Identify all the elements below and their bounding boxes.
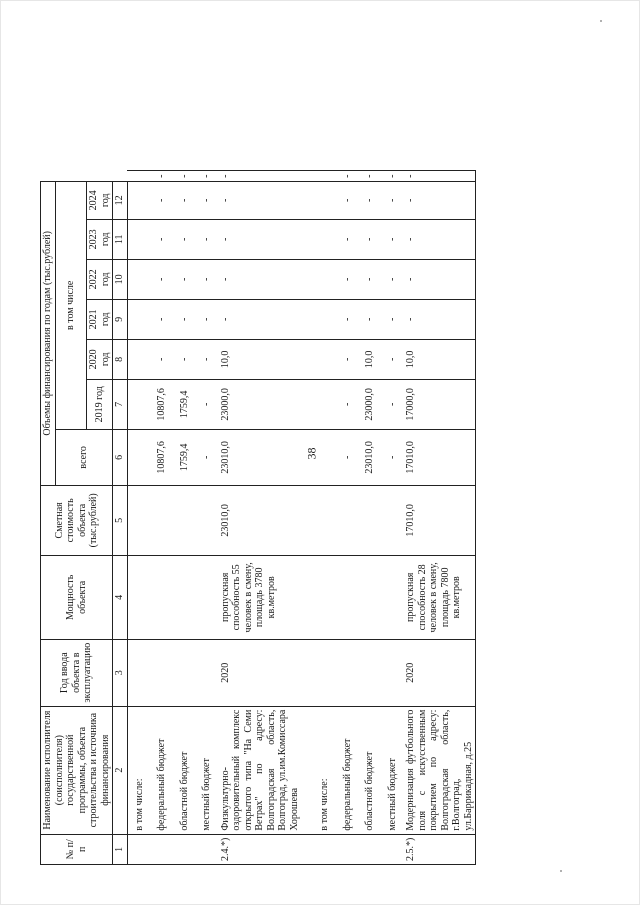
- row-value: -: [169, 339, 192, 379]
- row-value: -: [214, 299, 302, 339]
- row-value: -: [377, 219, 400, 259]
- row-name: в том числе:: [301, 706, 332, 834]
- row-estimate: [169, 485, 192, 555]
- row-value: -: [377, 299, 400, 339]
- row-number: [332, 834, 355, 864]
- row-value: -: [146, 339, 169, 379]
- row-value: -: [214, 219, 302, 259]
- row-value: [127, 429, 146, 485]
- row-value: -: [169, 181, 192, 219]
- row-value: -: [191, 339, 214, 379]
- row-value: -: [332, 299, 355, 339]
- row-name: Модернизация футбольного поля с искусственным покрытием по адресу: Волгоградская область, г.Волгоград, ул.Баррикадная, д.25: [399, 706, 476, 834]
- row-name: местный бюджет: [191, 706, 214, 834]
- row-capacity: пропускная способность 28 человек в смену, площадь 7800 кв.метров: [399, 555, 476, 639]
- row-value: -: [191, 429, 214, 485]
- col-header-year-input: Год ввода объекта в эксплуатацию: [41, 639, 113, 706]
- row-estimate: [332, 485, 355, 555]
- row-value: -: [354, 299, 377, 339]
- row-number: [354, 834, 377, 864]
- row-value: [127, 171, 146, 181]
- row-value: -: [146, 219, 169, 259]
- column-number: 6: [113, 429, 128, 485]
- col-header-2022: 2022 год: [87, 259, 113, 299]
- row-value: [127, 219, 146, 259]
- row-value: -: [169, 171, 192, 181]
- row-value: [127, 379, 146, 429]
- row-value: 10,0: [399, 339, 476, 379]
- col-header-2019: 2019 год: [87, 379, 113, 429]
- row-value: [127, 259, 146, 299]
- col-header-n: № п/п: [41, 834, 113, 864]
- row-capacity: [301, 555, 332, 639]
- column-number: 8: [113, 339, 128, 379]
- row-value: -: [377, 181, 400, 219]
- row-value: -: [399, 171, 476, 181]
- row-year-input: [332, 639, 355, 706]
- col-header-2024: 2024 год: [87, 181, 113, 219]
- row-year-input: [146, 639, 169, 706]
- row-capacity: [146, 555, 169, 639]
- column-number: 5: [113, 485, 128, 555]
- row-value: 17000,0: [399, 379, 476, 429]
- row-estimate: [301, 485, 332, 555]
- row-number: [146, 834, 169, 864]
- row-value: [301, 171, 332, 181]
- row-name: федеральный бюджет: [146, 706, 169, 834]
- column-number: 10: [113, 259, 128, 299]
- column-number-row: [113, 171, 128, 865]
- row-value: 10,0: [354, 339, 377, 379]
- row-value: [127, 339, 146, 379]
- row-value: -: [354, 171, 377, 181]
- row-year-input: [191, 639, 214, 706]
- col-header-2021: 2021 год: [87, 299, 113, 339]
- row-value: 23010,0: [214, 429, 302, 485]
- row-name: областной бюджет: [354, 706, 377, 834]
- row-value: -: [191, 171, 214, 181]
- row-value: [301, 379, 332, 429]
- column-number: 12: [113, 181, 128, 219]
- row-value: -: [169, 259, 192, 299]
- row-estimate: [354, 485, 377, 555]
- col-header-capacity: Мощность объекта: [41, 555, 113, 639]
- row-name: областной бюджет: [169, 706, 192, 834]
- table-body: [127, 171, 476, 865]
- row-value: -: [146, 299, 169, 339]
- col-header-total: всего: [55, 429, 113, 485]
- row-value: -: [377, 379, 400, 429]
- row-estimate: [127, 485, 146, 555]
- row-value: [301, 299, 332, 339]
- row-number: [377, 834, 400, 864]
- row-value: -: [332, 171, 355, 181]
- row-value: -: [354, 259, 377, 299]
- row-value: -: [191, 181, 214, 219]
- row-capacity: пропускная способность 55 человек в смену, площадь 3780 кв.метров: [214, 555, 302, 639]
- row-year-input: [354, 639, 377, 706]
- column-number: 7: [113, 379, 128, 429]
- table-row: [377, 171, 400, 865]
- row-estimate: [377, 485, 400, 555]
- row-year-input: [127, 639, 146, 706]
- table-row: [354, 171, 377, 865]
- row-value: -: [332, 429, 355, 485]
- table-row: [169, 171, 192, 865]
- row-name: в том числе:: [127, 706, 146, 834]
- row-value: -: [146, 171, 169, 181]
- row-value: -: [191, 299, 214, 339]
- row-value: 10807,6: [146, 379, 169, 429]
- row-value: [301, 339, 332, 379]
- column-number: 2: [113, 706, 128, 834]
- column-number: 9: [113, 299, 128, 339]
- row-number: [191, 834, 214, 864]
- row-estimate: [191, 485, 214, 555]
- row-value: -: [214, 171, 302, 181]
- table-row: [214, 171, 302, 865]
- row-value: -: [191, 379, 214, 429]
- col-header-incl: в том числе: [55, 181, 87, 429]
- table-row: [191, 171, 214, 865]
- table-row: [399, 171, 476, 865]
- row-capacity: [191, 555, 214, 639]
- row-value: -: [377, 171, 400, 181]
- row-value: -: [354, 181, 377, 219]
- row-value: 1759,4: [169, 379, 192, 429]
- row-value: 23000,0: [354, 379, 377, 429]
- row-number: 2.4.*): [214, 834, 302, 864]
- column-number: 11: [113, 219, 128, 259]
- table-row: [332, 171, 355, 865]
- row-value: 10,0: [214, 339, 302, 379]
- column-number: 1: [113, 834, 128, 864]
- row-capacity: [332, 555, 355, 639]
- row-year-input: [301, 639, 332, 706]
- page-number: 38: [304, 447, 319, 460]
- row-year-input: [377, 639, 400, 706]
- row-value: [301, 259, 332, 299]
- row-year-input: 2020: [214, 639, 302, 706]
- column-number: 4: [113, 555, 128, 639]
- financing-table: [40, 170, 476, 865]
- row-number: [301, 834, 332, 864]
- row-number: [169, 834, 192, 864]
- row-value: 23000,0: [214, 379, 302, 429]
- row-capacity: [377, 555, 400, 639]
- row-value: 10807,6: [146, 429, 169, 485]
- row-number: [127, 834, 146, 864]
- row-value: -: [332, 259, 355, 299]
- row-value: [127, 181, 146, 219]
- row-value: -: [191, 259, 214, 299]
- row-value: -: [354, 219, 377, 259]
- row-value: -: [399, 299, 476, 339]
- row-estimate: [146, 485, 169, 555]
- scan-speck: [560, 870, 562, 872]
- row-estimate: 23010,0: [214, 485, 302, 555]
- row-value: -: [377, 339, 400, 379]
- row-value: -: [332, 339, 355, 379]
- row-value: -: [191, 219, 214, 259]
- rotated-page-content: [40, 0, 640, 865]
- row-value: -: [169, 299, 192, 339]
- col-header-name: Наименование исполнителя (соисполнителя) государственной программы, объекта строительства и источника финансирования: [41, 706, 113, 834]
- column-number: 3: [113, 639, 128, 706]
- row-value: 1759,4: [169, 429, 192, 485]
- row-year-input: [169, 639, 192, 706]
- col-header-estimate: Сметная стоимость объекта (тыс.рублей): [41, 485, 113, 555]
- row-year-input: 2020: [399, 639, 476, 706]
- table-row: [127, 171, 146, 865]
- row-value: -: [332, 219, 355, 259]
- row-estimate: 17010,0: [399, 485, 476, 555]
- row-value: [301, 219, 332, 259]
- row-value: -: [146, 259, 169, 299]
- row-capacity: [169, 555, 192, 639]
- col-header-2020: 2020 год: [87, 339, 113, 379]
- row-name: федеральный бюджет: [332, 706, 355, 834]
- row-value: [127, 299, 146, 339]
- row-value: -: [214, 259, 302, 299]
- row-name: местный бюджет: [377, 706, 400, 834]
- row-value: 23010,0: [354, 429, 377, 485]
- row-value: [301, 181, 332, 219]
- row-value: -: [399, 259, 476, 299]
- row-value: -: [399, 219, 476, 259]
- row-value: -: [377, 429, 400, 485]
- row-value: 17010,0: [399, 429, 476, 485]
- row-value: -: [377, 259, 400, 299]
- row-value: -: [169, 219, 192, 259]
- row-capacity: [354, 555, 377, 639]
- col-header-funding: Объемы финансирования по годам (тыс.рублей): [41, 181, 56, 485]
- row-value: -: [399, 181, 476, 219]
- row-value: -: [332, 181, 355, 219]
- col-header-2023: 2023 год: [87, 219, 113, 259]
- table-row: [301, 171, 332, 865]
- row-value: -: [146, 181, 169, 219]
- row-value: -: [332, 379, 355, 429]
- row-value: [301, 429, 332, 485]
- table-row: [146, 171, 169, 865]
- row-number: 2.5.*): [399, 834, 476, 864]
- row-value: -: [214, 181, 302, 219]
- row-name: Физкультурно-оздоровительный комплекс открытого типа "На Семи Ветрах" по адресу: Волгоградская область, Волгоград, ул.им.Комиссара Хорошева: [214, 706, 302, 834]
- row-capacity: [127, 555, 146, 639]
